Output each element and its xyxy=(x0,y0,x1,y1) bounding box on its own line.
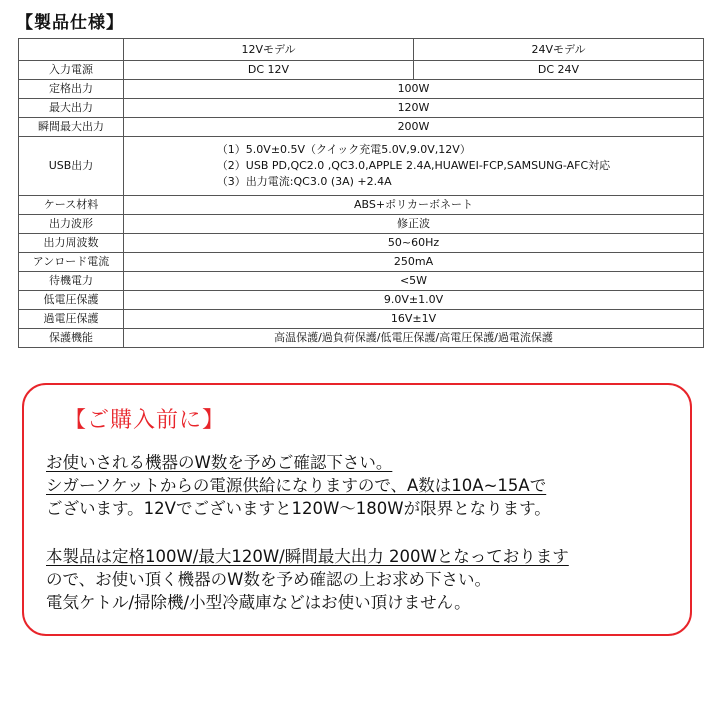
table-header-row xyxy=(19,39,704,61)
notice-title: 【ご購入前に】 xyxy=(64,408,226,433)
table-row xyxy=(19,61,704,80)
row-label: ケース材料 xyxy=(19,196,124,215)
notice-line: ございます。12Vでございますと120W～180Wが限界となります。 xyxy=(46,499,551,518)
row-label: 入力電源 xyxy=(19,61,124,80)
row-value-24v: DC 24V xyxy=(414,61,704,80)
row-value-usb xyxy=(124,137,704,196)
row-label: 低電圧保護 xyxy=(19,291,124,310)
row-value: 250mA xyxy=(124,253,704,272)
table-row xyxy=(19,310,704,329)
table-row xyxy=(19,291,704,310)
row-value: 100W xyxy=(124,80,704,99)
notice-line: ので、お使い頂く機器のW数を予め確認の上お求め下さい。 xyxy=(46,570,491,589)
table-row-usb xyxy=(19,137,704,196)
usb-line: （2）USB PD,QC2.0 ,QC3.0,APPLE 2.4A,HUAWEI-FCP,SAMSUNG-AFC対応 xyxy=(216,159,611,172)
usb-output-lines xyxy=(217,142,610,190)
table-row xyxy=(19,118,704,137)
spec-table xyxy=(18,38,704,348)
row-label: 定格出力 xyxy=(19,80,124,99)
row-value: 120W xyxy=(124,99,704,118)
row-label: 最大出力 xyxy=(19,99,124,118)
row-value: 16V±1V xyxy=(124,310,704,329)
row-value: ABS+ポリカーボネート xyxy=(124,196,704,215)
row-value: 修正波 xyxy=(124,215,704,234)
row-label: 待機電力 xyxy=(19,272,124,291)
row-value: 高温保護/過負荷保護/低電圧保護/高電圧保護/過電流保護 xyxy=(124,329,704,348)
column-header-24v: 24Vモデル xyxy=(414,39,704,61)
notice-paragraph-2 xyxy=(46,545,569,614)
row-label: 出力波形 xyxy=(19,215,124,234)
notice-line: シガーソケットからの電源供給になりますので、A数は10A~15Aで xyxy=(46,476,547,495)
row-label: 過電圧保護 xyxy=(19,310,124,329)
row-value: 200W xyxy=(124,118,704,137)
table-row xyxy=(19,196,704,215)
notice-paragraph-1 xyxy=(46,451,551,520)
notice-line: お使いされる機器のW数を予めご確認下さい。 xyxy=(46,453,393,472)
row-label: USB出力 xyxy=(19,137,124,196)
spec-title: 【製品仕様】 xyxy=(16,13,124,33)
row-value: <5W xyxy=(124,272,704,291)
table-row xyxy=(19,253,704,272)
table-row xyxy=(19,234,704,253)
table-row xyxy=(19,272,704,291)
table-row xyxy=(19,329,704,348)
row-label: 出力周波数 xyxy=(19,234,124,253)
row-value-12v: DC 12V xyxy=(124,61,414,80)
row-label: アンロード電流 xyxy=(19,253,124,272)
table-row xyxy=(19,80,704,99)
purchase-notice-box xyxy=(22,383,692,636)
notice-line: 電気ケトル/掃除機/小型冷蔵庫などはお使い頂けません。 xyxy=(46,593,471,612)
column-header-12v: 12Vモデル xyxy=(124,39,414,61)
row-value: 50~60Hz xyxy=(124,234,704,253)
usb-line: （1）5.0V±0.5V（クイック充電5.0V,9.0V,12V） xyxy=(216,143,471,156)
table-row xyxy=(19,215,704,234)
notice-line: 本製品は定格100W/最大120W/瞬間最大出力 200Wとなっております xyxy=(46,547,569,566)
row-label: 保護機能 xyxy=(19,329,124,348)
header-empty-cell xyxy=(19,39,124,61)
row-value: 9.0V±1.0V xyxy=(124,291,704,310)
usb-line: （3）出力電流:QC3.0 (3A) +2.4A xyxy=(216,175,392,188)
table-row xyxy=(19,99,704,118)
row-label: 瞬間最大出力 xyxy=(19,118,124,137)
